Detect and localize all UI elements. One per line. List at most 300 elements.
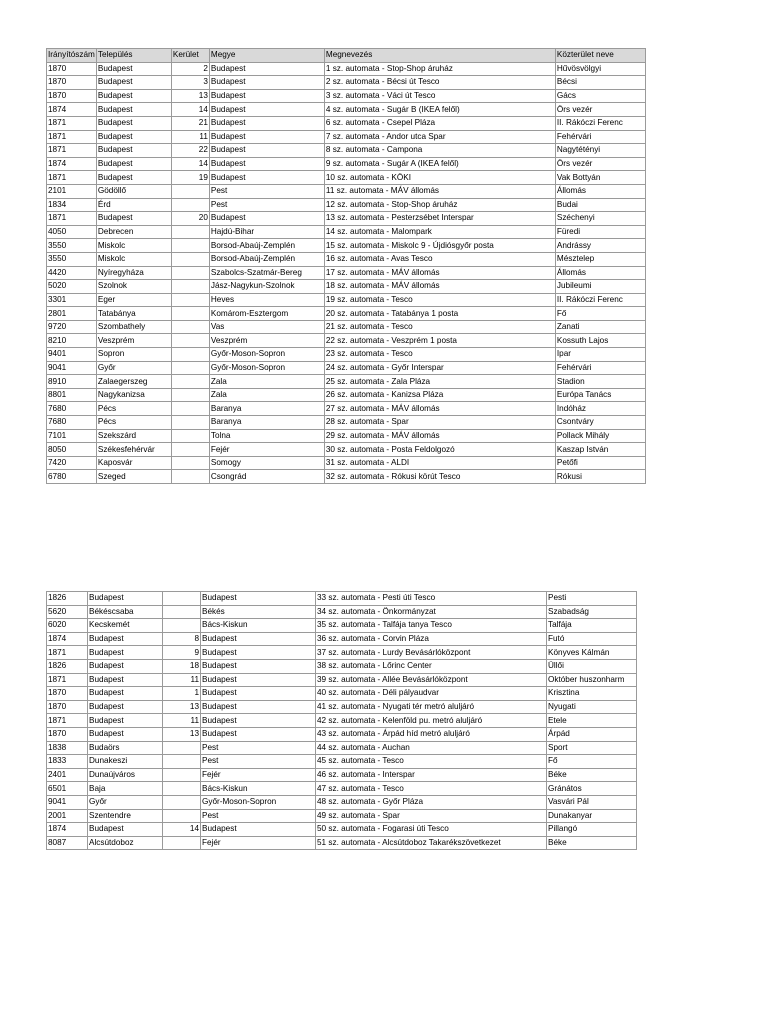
cell-street-name: Zanati <box>555 320 645 334</box>
cell-district <box>171 334 209 348</box>
cell-designation: 3 sz. automata - Váci út Tesco <box>324 89 555 103</box>
table-row <box>47 130 646 144</box>
cell-street-name: Széchenyi <box>555 212 645 226</box>
cell-county: Budapest <box>201 714 316 728</box>
cell-district <box>171 320 209 334</box>
cell-county: Borsod-Abaúj-Zemplén <box>209 252 324 266</box>
cell-street-name: Kossuth Lajos <box>555 334 645 348</box>
cell-zip: 1838 <box>47 741 88 755</box>
table-row <box>47 443 646 457</box>
cell-district <box>171 198 209 212</box>
cell-county: Győr-Moson-Sopron <box>209 361 324 375</box>
cell-district <box>171 470 209 484</box>
cell-district <box>171 184 209 198</box>
table-row <box>47 836 637 850</box>
table-row <box>47 755 637 769</box>
cell-district: 11 <box>163 714 201 728</box>
cell-zip: 1874 <box>47 632 88 646</box>
header-county: Megye <box>209 49 324 63</box>
cell-designation: 43 sz. automata - Árpád híd metró aluljáró <box>316 727 547 741</box>
cell-designation: 28 sz. automata - Spar <box>324 416 555 430</box>
cell-settlement: Budapest <box>88 823 163 837</box>
cell-settlement: Szentendre <box>88 809 163 823</box>
cell-designation: 13 sz. automata - Pesterzsébet Interspar <box>324 212 555 226</box>
cell-district <box>171 388 209 402</box>
cell-street-name: Gács <box>555 89 645 103</box>
cell-county: Komárom-Esztergom <box>209 307 324 321</box>
cell-designation: 32 sz. automata - Rókusi körút Tesco <box>324 470 555 484</box>
cell-designation: 33 sz. automata - Pesti úti Tesco <box>316 592 547 606</box>
cell-zip: 6501 <box>47 782 88 796</box>
cell-county: Pest <box>209 184 324 198</box>
table-row <box>47 361 646 375</box>
cell-settlement: Budapest <box>96 103 171 117</box>
table-row <box>47 592 637 606</box>
cell-zip: 5020 <box>47 280 97 294</box>
cell-zip: 7420 <box>47 456 97 470</box>
table-row <box>47 116 646 130</box>
header-street-name: Közterület neve <box>555 49 645 63</box>
cell-designation: 19 sz. automata - Tesco <box>324 293 555 307</box>
table-row <box>47 741 637 755</box>
cell-district <box>163 605 201 619</box>
table-row <box>47 388 646 402</box>
table-row <box>47 307 646 321</box>
cell-zip: 9041 <box>47 795 88 809</box>
cell-county: Hajdú-Bihar <box>209 225 324 239</box>
cell-designation: 2 sz. automata - Bécsi út Tesco <box>324 76 555 90</box>
cell-district: 21 <box>171 116 209 130</box>
cell-county: Bács-Kiskun <box>201 619 316 633</box>
cell-county: Jász-Nagykun-Szolnok <box>209 280 324 294</box>
cell-zip: 9720 <box>47 320 97 334</box>
cell-zip: 1870 <box>47 727 88 741</box>
cell-district: 13 <box>171 89 209 103</box>
cell-settlement: Budapest <box>96 171 171 185</box>
table-row <box>47 239 646 253</box>
table-row <box>47 334 646 348</box>
cell-county: Budapest <box>201 632 316 646</box>
cell-district: 19 <box>171 171 209 185</box>
table-row <box>47 252 646 266</box>
cell-county: Fejér <box>201 836 316 850</box>
cell-designation: 24 sz. automata - Győr Interspar <box>324 361 555 375</box>
cell-county: Budapest <box>209 89 324 103</box>
cell-county: Békés <box>201 605 316 619</box>
cell-street-name: Ipar <box>555 348 645 362</box>
cell-designation: 14 sz. automata - Malompark <box>324 225 555 239</box>
cell-designation: 27 sz. automata - MÁV állomás <box>324 402 555 416</box>
cell-county: Fejér <box>209 443 324 457</box>
cell-zip: 1870 <box>47 700 88 714</box>
cell-settlement: Budapest <box>88 646 163 660</box>
cell-settlement: Veszprém <box>96 334 171 348</box>
cell-zip: 1826 <box>47 592 88 606</box>
cell-zip: 2401 <box>47 768 88 782</box>
table-row <box>47 266 646 280</box>
cell-designation: 46 sz. automata - Interspar <box>316 768 547 782</box>
cell-county: Baranya <box>209 402 324 416</box>
cell-designation: 38 sz. automata - Lőrinc Center <box>316 659 547 673</box>
cell-zip: 1874 <box>47 103 97 117</box>
cell-zip: 2101 <box>47 184 97 198</box>
header-row <box>47 49 646 63</box>
cell-settlement: Békéscsaba <box>88 605 163 619</box>
cell-designation: 45 sz. automata - Tesco <box>316 755 547 769</box>
cell-zip: 1833 <box>47 755 88 769</box>
cell-district <box>163 741 201 755</box>
cell-district: 14 <box>171 157 209 171</box>
cell-street-name: Jubileumi <box>555 280 645 294</box>
cell-district <box>171 416 209 430</box>
cell-designation: 4 sz. automata - Sugár B (IKEA felől) <box>324 103 555 117</box>
table-row <box>47 700 637 714</box>
cell-designation: 30 sz. automata - Posta Feldolgozó <box>324 443 555 457</box>
cell-designation: 18 sz. automata - MÁV állomás <box>324 280 555 294</box>
cell-designation: 15 sz. automata - Miskolc 9 - Újdiósgyőr posta <box>324 239 555 253</box>
cell-designation: 31 sz. automata - ALDI <box>324 456 555 470</box>
table-row <box>47 76 646 90</box>
cell-settlement: Budapest <box>96 144 171 158</box>
cell-designation: 48 sz. automata - Győr Pláza <box>316 795 547 809</box>
header-district: Kerület <box>171 49 209 63</box>
table-row <box>47 632 637 646</box>
cell-district: 20 <box>171 212 209 226</box>
cell-county: Budapest <box>209 76 324 90</box>
cell-zip: 1870 <box>47 62 97 76</box>
cell-settlement: Tatabánya <box>96 307 171 321</box>
cell-designation: 49 sz. automata - Spar <box>316 809 547 823</box>
cell-designation: 42 sz. automata - Kelenföld pu. metró aluljáró <box>316 714 547 728</box>
cell-settlement: Budapest <box>88 592 163 606</box>
cell-county: Budapest <box>201 646 316 660</box>
cell-settlement: Szolnok <box>96 280 171 294</box>
cell-county: Fejér <box>201 768 316 782</box>
cell-zip: 2801 <box>47 307 97 321</box>
cell-street-name: Állomás <box>555 266 645 280</box>
cell-zip: 4420 <box>47 266 97 280</box>
table-row <box>47 795 637 809</box>
cell-designation: 11 sz. automata - MÁV állomás <box>324 184 555 198</box>
cell-settlement: Debrecen <box>96 225 171 239</box>
cell-settlement: Budapest <box>96 157 171 171</box>
table-row <box>47 782 637 796</box>
cell-settlement: Budapest <box>96 212 171 226</box>
cell-settlement: Alcsútdoboz <box>88 836 163 850</box>
cell-settlement: Gödöllő <box>96 184 171 198</box>
header-settlement: Település <box>96 49 171 63</box>
cell-district <box>171 252 209 266</box>
cell-district: 11 <box>171 130 209 144</box>
cell-settlement: Budapest <box>96 130 171 144</box>
cell-county: Veszprém <box>209 334 324 348</box>
table-row <box>47 157 646 171</box>
cell-settlement: Budapest <box>88 673 163 687</box>
cell-settlement: Győr <box>96 361 171 375</box>
cell-zip: 7101 <box>47 429 97 443</box>
cell-district <box>163 809 201 823</box>
cell-district: 9 <box>163 646 201 660</box>
cell-zip: 8210 <box>47 334 97 348</box>
cell-zip: 1870 <box>47 76 97 90</box>
cell-county: Borsod-Abaúj-Zemplén <box>209 239 324 253</box>
cell-district <box>163 592 201 606</box>
cell-district <box>171 239 209 253</box>
cell-settlement: Budapest <box>96 89 171 103</box>
cell-designation: 21 sz. automata - Tesco <box>324 320 555 334</box>
cell-zip: 1874 <box>47 157 97 171</box>
cell-settlement: Budapest <box>96 76 171 90</box>
cell-designation: 39 sz. automata - Allée Bevásárlóközpont <box>316 673 547 687</box>
cell-county: Budapest <box>209 171 324 185</box>
cell-settlement: Érd <box>96 198 171 212</box>
cell-district <box>171 293 209 307</box>
cell-street-name: Európa Tanács <box>555 388 645 402</box>
cell-settlement: Székesfehérvár <box>96 443 171 457</box>
cell-district <box>163 795 201 809</box>
cell-designation: 7 sz. automata - Andor utca Spar <box>324 130 555 144</box>
table-row <box>47 714 637 728</box>
cell-street-name: Dunakanyar <box>547 809 637 823</box>
cell-settlement: Győr <box>88 795 163 809</box>
cell-district <box>171 361 209 375</box>
cell-zip: 1871 <box>47 646 88 660</box>
table-row <box>47 225 646 239</box>
cell-county: Budapest <box>209 130 324 144</box>
cell-street-name: Könyves Kálmán <box>547 646 637 660</box>
cell-zip: 2001 <box>47 809 88 823</box>
cell-district <box>171 429 209 443</box>
cell-street-name: Indóház <box>555 402 645 416</box>
cell-settlement: Budapest <box>96 62 171 76</box>
cell-designation: 6 sz. automata - Csepel Pláza <box>324 116 555 130</box>
cell-street-name: Budai <box>555 198 645 212</box>
cell-zip: 1871 <box>47 171 97 185</box>
cell-street-name: Fehérvári <box>555 130 645 144</box>
cell-county: Zala <box>209 388 324 402</box>
cell-street-name: Állomás <box>555 184 645 198</box>
cell-settlement: Kaposvár <box>96 456 171 470</box>
cell-county: Budapest <box>201 700 316 714</box>
table-row <box>47 103 646 117</box>
cell-street-name: Üllői <box>547 659 637 673</box>
cell-zip: 1871 <box>47 116 97 130</box>
cell-district: 2 <box>171 62 209 76</box>
cell-designation: 50 sz. automata - Fogarasi úti Tesco <box>316 823 547 837</box>
cell-zip: 5620 <box>47 605 88 619</box>
cell-street-name: Pesti <box>547 592 637 606</box>
cell-street-name: Fehérvári <box>555 361 645 375</box>
cell-street-name: Rókusi <box>555 470 645 484</box>
cell-settlement: Zalaegerszeg <box>96 375 171 389</box>
table-row <box>47 402 646 416</box>
cell-county: Budapest <box>209 212 324 226</box>
cell-county: Tolna <box>209 429 324 443</box>
cell-county: Győr-Moson-Sopron <box>209 348 324 362</box>
cell-county: Csongrád <box>209 470 324 484</box>
cell-settlement: Budapest <box>88 687 163 701</box>
cell-settlement: Sopron <box>96 348 171 362</box>
cell-zip: 8087 <box>47 836 88 850</box>
cell-street-name: II. Rákóczi Ferenc <box>555 293 645 307</box>
cell-street-name: Pollack Mihály <box>555 429 645 443</box>
cell-district: 22 <box>171 144 209 158</box>
cell-county: Vas <box>209 320 324 334</box>
cell-designation: 23 sz. automata - Tesco <box>324 348 555 362</box>
cell-district: 13 <box>163 700 201 714</box>
cell-county: Budapest <box>209 144 324 158</box>
cell-settlement: Szekszárd <box>96 429 171 443</box>
cell-county: Heves <box>209 293 324 307</box>
cell-zip: 1834 <box>47 198 97 212</box>
table-row <box>47 171 646 185</box>
cell-county: Pest <box>209 198 324 212</box>
cell-street-name: Örs vezér <box>555 157 645 171</box>
cell-street-name: Etele <box>547 714 637 728</box>
cell-designation: 8 sz. automata - Campona <box>324 144 555 158</box>
cell-district: 18 <box>163 659 201 673</box>
table-row <box>47 619 637 633</box>
table-row <box>47 470 646 484</box>
automata-table-2 <box>46 591 637 850</box>
cell-zip: 1871 <box>47 212 97 226</box>
cell-district: 13 <box>163 727 201 741</box>
cell-district <box>171 225 209 239</box>
cell-zip: 1871 <box>47 130 97 144</box>
cell-street-name: Nagytétényi <box>555 144 645 158</box>
cell-street-name: Krisztina <box>547 687 637 701</box>
cell-settlement: Budapest <box>88 632 163 646</box>
cell-designation: 26 sz. automata - Kanizsa Pláza <box>324 388 555 402</box>
cell-county: Pest <box>201 755 316 769</box>
cell-district: 11 <box>163 673 201 687</box>
cell-district: 14 <box>163 823 201 837</box>
table-row <box>47 768 637 782</box>
cell-settlement: Budapest <box>88 659 163 673</box>
cell-zip: 7680 <box>47 402 97 416</box>
cell-designation: 47 sz. automata - Tesco <box>316 782 547 796</box>
automata-table-1 <box>46 48 646 484</box>
cell-county: Szabolcs-Szatmár-Bereg <box>209 266 324 280</box>
cell-county: Budapest <box>201 687 316 701</box>
cell-street-name: Stadion <box>555 375 645 389</box>
table-row <box>47 348 646 362</box>
cell-designation: 12 sz. automata - Stop-Shop áruház <box>324 198 555 212</box>
cell-settlement: Szeged <box>96 470 171 484</box>
cell-settlement: Budapest <box>88 700 163 714</box>
cell-county: Budapest <box>209 116 324 130</box>
cell-district: 1 <box>163 687 201 701</box>
table-row <box>47 320 646 334</box>
table-row <box>47 184 646 198</box>
cell-zip: 7680 <box>47 416 97 430</box>
cell-street-name: Bécsi <box>555 76 645 90</box>
cell-zip: 1874 <box>47 823 88 837</box>
cell-designation: 44 sz. automata - Auchan <box>316 741 547 755</box>
cell-zip: 4050 <box>47 225 97 239</box>
cell-zip: 1870 <box>47 89 97 103</box>
cell-district: 14 <box>171 103 209 117</box>
cell-designation: 22 sz. automata - Veszprém 1 posta <box>324 334 555 348</box>
table-row <box>47 89 646 103</box>
cell-zip: 1871 <box>47 714 88 728</box>
cell-designation: 29 sz. automata - MÁV állomás <box>324 429 555 443</box>
cell-designation: 36 sz. automata - Corvin Pláza <box>316 632 547 646</box>
cell-zip: 1871 <box>47 144 97 158</box>
cell-settlement: Nyíregyháza <box>96 266 171 280</box>
cell-settlement: Nagykanizsa <box>96 388 171 402</box>
cell-settlement: Szombathely <box>96 320 171 334</box>
cell-street-name: Kaszap István <box>555 443 645 457</box>
header-designation: Megnevezés <box>324 49 555 63</box>
header-zip: Irányítószám <box>47 49 97 63</box>
cell-zip: 8050 <box>47 443 97 457</box>
cell-settlement: Miskolc <box>96 252 171 266</box>
cell-zip: 3301 <box>47 293 97 307</box>
cell-zip: 1870 <box>47 687 88 701</box>
cell-street-name: Fő <box>555 307 645 321</box>
cell-designation: 16 sz. automata - Avas Tesco <box>324 252 555 266</box>
cell-designation: 1 sz. automata - Stop-Shop áruház <box>324 62 555 76</box>
cell-county: Budapest <box>201 823 316 837</box>
cell-settlement: Kecskemét <box>88 619 163 633</box>
cell-district <box>163 755 201 769</box>
cell-county: Budapest <box>201 659 316 673</box>
cell-street-name: Vak Bottyán <box>555 171 645 185</box>
cell-street-name: Szabadság <box>547 605 637 619</box>
table-row <box>47 456 646 470</box>
cell-settlement: Pécs <box>96 402 171 416</box>
cell-county: Győr-Moson-Sopron <box>201 795 316 809</box>
cell-street-name: Talfája <box>547 619 637 633</box>
cell-county: Baranya <box>209 416 324 430</box>
cell-county: Somogy <box>209 456 324 470</box>
table-row <box>47 429 646 443</box>
cell-designation: 10 sz. automata - KÖKI <box>324 171 555 185</box>
table-row <box>47 416 646 430</box>
cell-district <box>171 443 209 457</box>
table-row <box>47 212 646 226</box>
cell-zip: 3550 <box>47 252 97 266</box>
cell-county: Pest <box>201 809 316 823</box>
table-row <box>47 280 646 294</box>
cell-settlement: Pécs <box>96 416 171 430</box>
cell-settlement: Budapest <box>88 727 163 741</box>
cell-designation: 9 sz. automata - Sugár A (IKEA felől) <box>324 157 555 171</box>
cell-zip: 8801 <box>47 388 97 402</box>
cell-county: Budapest <box>209 62 324 76</box>
cell-county: Budapest <box>201 727 316 741</box>
cell-street-name: Mésztelep <box>555 252 645 266</box>
cell-street-name: Petőfi <box>555 456 645 470</box>
table-row <box>47 823 637 837</box>
cell-street-name: Sport <box>547 741 637 755</box>
cell-street-name: Örs vezér <box>555 103 645 117</box>
cell-zip: 6020 <box>47 619 88 633</box>
cell-district <box>163 619 201 633</box>
cell-zip: 8910 <box>47 375 97 389</box>
cell-street-name: Csontváry <box>555 416 645 430</box>
cell-county: Budapest <box>201 592 316 606</box>
cell-street-name: II. Rákóczi Ferenc <box>555 116 645 130</box>
table-row <box>47 727 637 741</box>
cell-district <box>163 768 201 782</box>
cell-zip: 1871 <box>47 673 88 687</box>
cell-settlement: Miskolc <box>96 239 171 253</box>
cell-district <box>163 782 201 796</box>
cell-county: Budapest <box>209 157 324 171</box>
table-row <box>47 144 646 158</box>
